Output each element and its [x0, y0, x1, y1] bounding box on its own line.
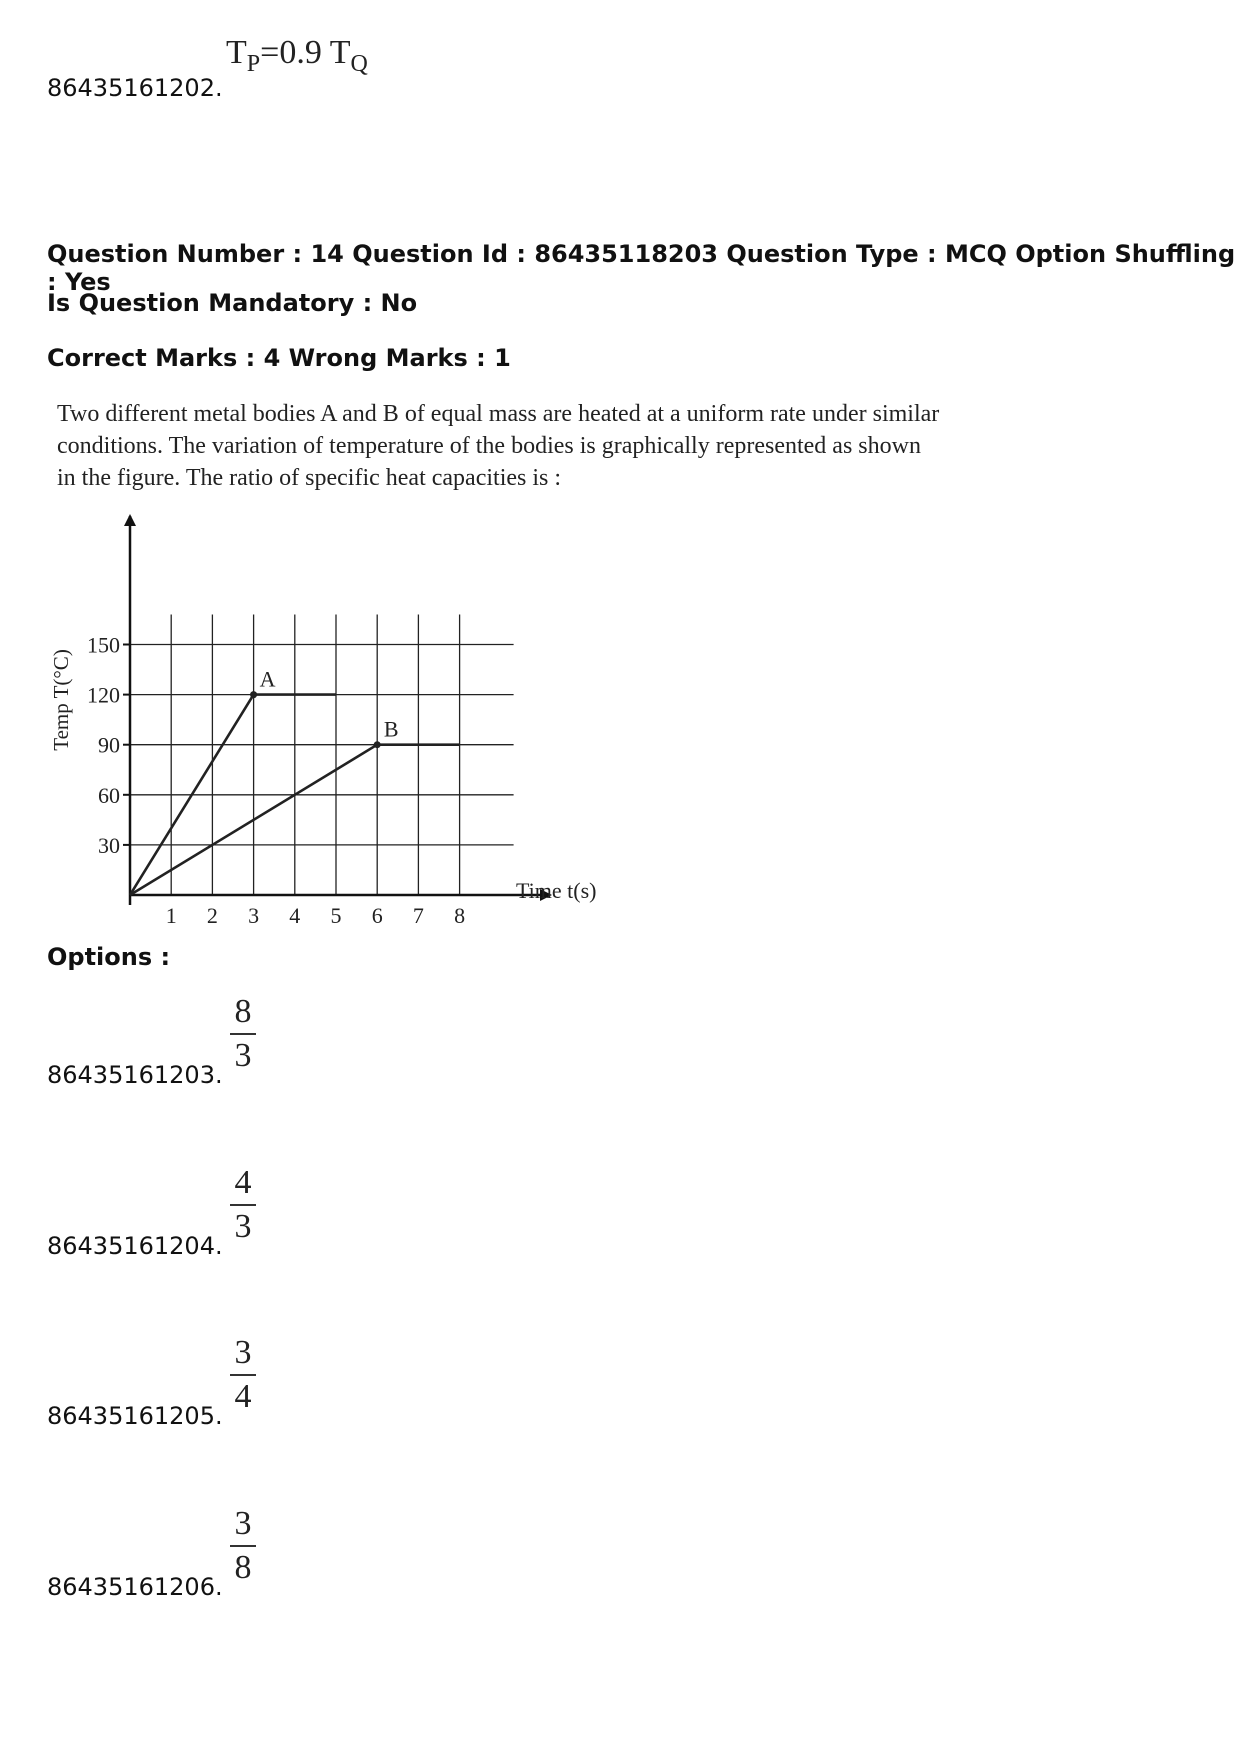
option-fraction[interactable]: [230, 1507, 256, 1585]
y-tick-label: 120: [87, 682, 120, 708]
series-label-b: B: [383, 716, 399, 742]
question-meta-line: Question Number : 14 Question Id : 86435118203 Question Type : MCQ Option Shuffling : Yes: [47, 240, 1236, 296]
x-axis-label: Time t(s): [516, 878, 597, 903]
question-text-line: Two different metal bodies A and B of equal mass are heated at a uniform rate under similar: [57, 401, 940, 427]
y-tick-label: 90: [98, 732, 120, 758]
y-tick-label: 150: [87, 632, 120, 658]
chart-axes: [124, 514, 552, 905]
option-id: 86435161204.: [47, 1232, 223, 1260]
y-tick-label: 30: [98, 832, 120, 858]
chart-ticks: [87, 633, 465, 929]
option-fraction[interactable]: [230, 995, 256, 1073]
x-tick-label: 8: [454, 903, 466, 928]
option-id: 86435161205.: [47, 1402, 223, 1430]
question-text-line: conditions. The variation of temperature of the bodies is graphically represented as shown: [57, 433, 921, 459]
prev-option-id: 86435161202.: [47, 74, 223, 102]
option-fraction[interactable]: [230, 1336, 256, 1414]
fraction-bar: [230, 1204, 256, 1206]
series-point-a: [250, 691, 257, 698]
y-axis-label: Temp T(°C): [49, 649, 73, 751]
options-heading: Options :: [47, 943, 171, 971]
expr-middle: =0.9 T: [260, 34, 351, 71]
x-tick-label: 7: [412, 903, 424, 928]
prev-option-expression: [226, 34, 368, 78]
fraction-bar: [230, 1374, 256, 1376]
x-tick-label: 1: [165, 903, 177, 928]
option-id: 86435161206.: [47, 1573, 223, 1601]
fraction-denominator: 3: [234, 1208, 252, 1245]
series-label-a: A: [259, 666, 276, 692]
temperature-time-chart: [40, 500, 597, 928]
option-fraction[interactable]: [230, 1166, 256, 1244]
x-tick-label: 3: [248, 903, 260, 928]
fraction-numerator: 8: [234, 993, 252, 1030]
option-id: 86435161203.: [47, 1061, 223, 1089]
expr-symbol-t: T: [226, 34, 247, 71]
fraction-numerator: 3: [234, 1505, 252, 1542]
y-tick-label: 60: [98, 782, 120, 808]
fraction-denominator: 8: [234, 1549, 252, 1586]
expr-subscript-p: P: [246, 50, 261, 77]
fraction-numerator: 4: [234, 1164, 252, 1201]
fraction-bar: [230, 1033, 256, 1035]
fraction-denominator: 4: [234, 1378, 252, 1415]
fraction-denominator: 3: [234, 1037, 252, 1074]
question-marks-line: Correct Marks : 4 Wrong Marks : 1: [47, 344, 511, 372]
x-tick-label: 5: [330, 903, 342, 928]
x-tick-label: 4: [289, 903, 301, 928]
question-text: [57, 398, 957, 494]
question-mandatory-line: Is Question Mandatory : No: [47, 289, 418, 317]
x-tick-label: 6: [371, 903, 383, 928]
fraction-numerator: 3: [234, 1334, 252, 1371]
chart-grid: [130, 615, 514, 896]
question-text-line: in the figure. The ratio of specific heat capacities is :: [57, 465, 562, 491]
expr-subscript-q: Q: [350, 50, 368, 77]
y-axis-arrow: [124, 514, 136, 526]
fraction-bar: [230, 1545, 256, 1547]
series-point-b: [374, 741, 381, 748]
x-tick-label: 2: [206, 903, 218, 928]
